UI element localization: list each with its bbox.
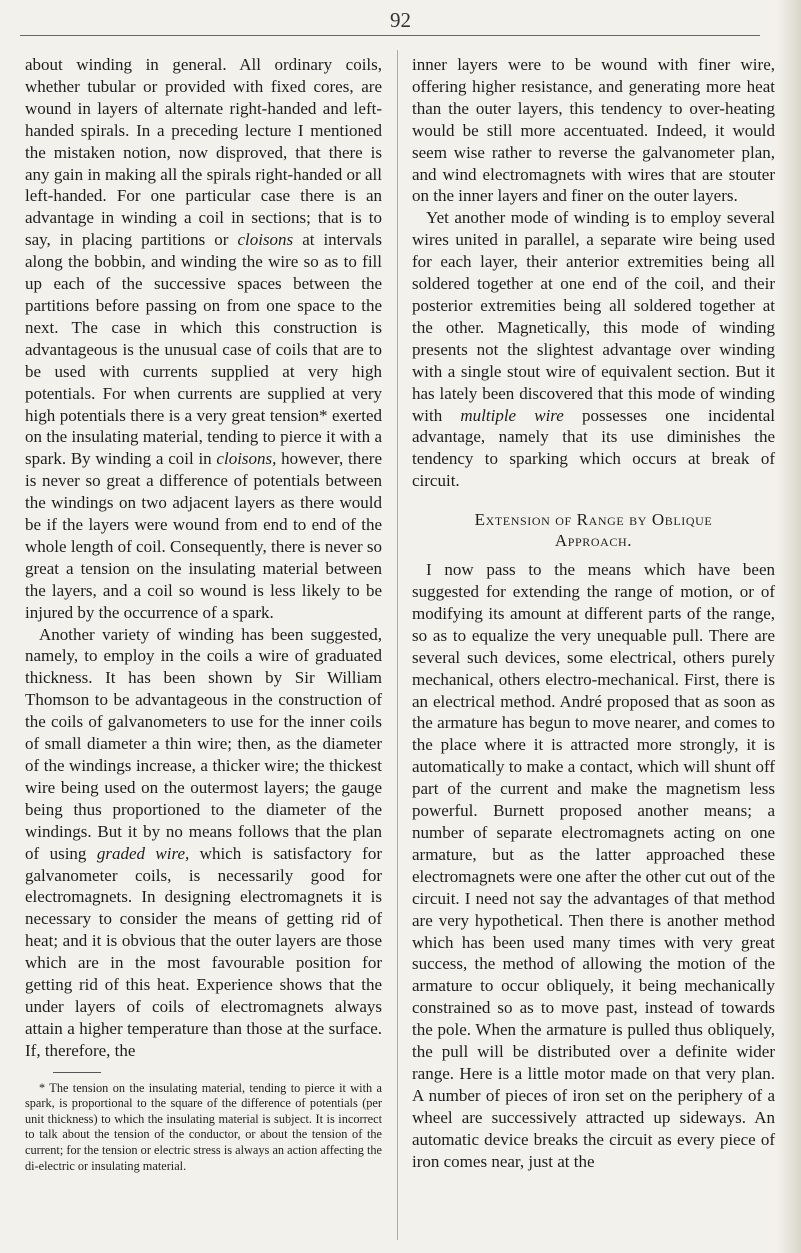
text-run: at intervals along the bobbin, and winding the wire so as to fill up each of the successive spaces between the partitions before passing on from one space to the next. The case in which this construction is advantageous is the unusual case of coils that are to be used with currents supplied at very high potentials. For when currents are supplied at very high potentials there is a very great tension* exerted on the insulating material, tending to pierce it with a spark. By winding a coil in xyxy=(25,230,382,469)
text-run: however, there is never so great a difference of potentials between the windings on two adjacent layers as there would be if the layers were wound from end to end of the whole length of coil. Consequently, there is never so great a tension on the insulating material between the layers, and a coil so wound is less likely to be injured by the occurrence of a spark. xyxy=(25,449,382,622)
text-run: Yet another mode of winding is to employ several wires united in parallel, a separate wire being used for each layer, their anterior extremities being all soldered together at one end of the coil, and their posterior extremities being all soldered together at the other. Magnetically, this mode of winding presents not the slightest advantage over winding with a single stout wire of equivalent section. But it has lately been discovered that this mode of winding with xyxy=(412,208,775,425)
text-run: possesses one incidental advantage, namely that its use diminishes the tendency to sparking which occurs at break of circuit. xyxy=(412,405,775,491)
paragraph xyxy=(412,54,775,207)
text-run: I now pass to the means which have been suggested for extending the range of motion, or of modifying its amount at different parts of the range, so as to equalize the very unequable pull. There are several such devices, some electrical, others purely mechanical, others electro-mechanical. First, there is an electrical method. André proposed that as soon as the armature has begun to move nearer, and comes to the place where it is attracted more strongly, it is automatically to make a contact, which will shunt off part of the current and make the magnetism less powerful. Burnett proposed another means; a number of separate electromagnets acting on one armature, but as the latter approached these electromagnets were one after the other cut out of the circuit. I need not say the advantages of that method are very hypothetical. Then there is another method which has been used many times with very great success, the method of allowing the motion of the armature to occur obliquely, it being mechanically constrained so as to move past, instead of towards the pole. When the armature is pulled thus obliquely, the pull will be distributed over a definite wider range. Here is a little motor made on that very plan. A number of pieces of iron set on the periphery of a wheel are successively attracted up sideways. An automatic device breaks the circuit as every piece of iron comes near, just at the xyxy=(412,560,775,1171)
italic-term: cloisons xyxy=(237,230,294,250)
column-divider xyxy=(397,50,398,1240)
left-column xyxy=(25,54,382,1174)
section-heading-line: Approach. xyxy=(554,531,633,551)
section-heading-line: Extension of Range by Oblique xyxy=(474,510,713,530)
italic-term: cloisons, xyxy=(216,449,277,469)
page-edge-shadow xyxy=(777,0,801,1253)
page-number: 92 xyxy=(390,8,411,32)
text-run: about winding in general. All ordinary coils, whether tubular or provided with fixed cores, are wound in layers of alternate right-handed and left-handed spirals. In a preceding lecture I mentioned the mistaken notion, now disproved, that there is any gain in making all the spirals right-handed or all left-handed. For one particular case there is an advantage in winding a coil in sections; that is to say, in placing partitions or xyxy=(25,55,382,250)
text-run: Another variety of winding has been suggested, namely, to employ in the coils a wire of graduated thickness. It has been shown by Sir William Thomson to be advantageous in the construction of the coils of galvanometers to use for the inner coils of small diameter a thin wire; then, as the diameter of the windings increase, a thicker wire; the thickest wire being used on the outermost layers; the gauge being thus proportioned to the diameter of the windings. But it by no means follows that the plan of using xyxy=(25,624,382,863)
right-column xyxy=(412,54,775,1173)
paragraph xyxy=(25,54,382,624)
footnote: * The tension on the insulating material, tending to pierce it with a spark, is proportional to the square of the difference of potentials (per unit thickness) to which the insulating material is subject. It is incorrect to talk about the tension of the conductor, or about the tension of the current; for the tension or electric stress is always an action affecting the di-electric or insulating material. xyxy=(25,1080,382,1173)
text-run: inner layers were to be wound with finer wire, offering higher resistance, and generating more heat than the outer layers, this tendency to over-heating would be still more accentuated. Indeed, it would seem wise rather to reverse the galvanometer plan, and wind electromagnets with wires that are stouter on the inner layers and finer on the outer layers. xyxy=(412,55,775,206)
paragraph xyxy=(412,559,775,1172)
paragraph xyxy=(25,624,382,1062)
footnote-rule xyxy=(53,1072,101,1073)
italic-term: graded wire, xyxy=(96,843,190,863)
text-run: which is satisfactory for galvanometer coils, is necessarily good for electromagnets. In designing electromagnets it is necessary to consider the means of getting rid of heat; and it is obvious that the outer layers are those which are in the most favourable position for getting rid of this heat. Experience shows that the under layers of coils of electromagnets always attain a higher temperature than those at the surface. If, therefore, the xyxy=(25,843,382,1060)
paragraph xyxy=(412,207,775,492)
header-rule xyxy=(20,35,760,36)
italic-term: multiple wire xyxy=(460,405,564,425)
section-heading xyxy=(412,509,775,551)
